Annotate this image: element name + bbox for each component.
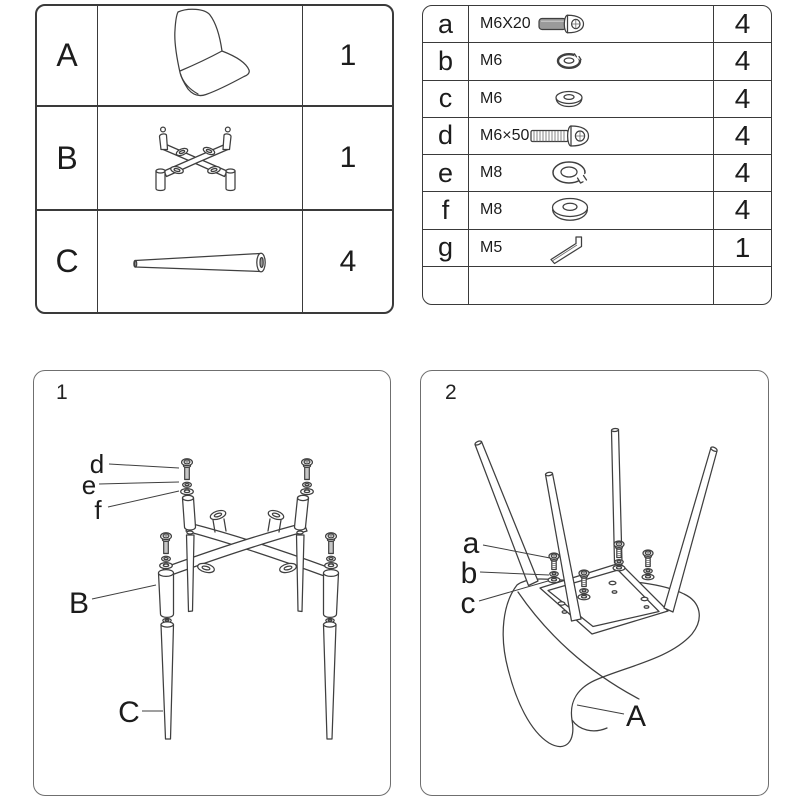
hardware-label: [423, 155, 469, 192]
callout-c: c: [460, 587, 476, 620]
hardware-qty: [714, 155, 771, 192]
hardware-label: [423, 118, 469, 155]
hardware-label: [423, 230, 469, 267]
allen-key-icon: [545, 231, 595, 265]
part-qty-text: 1: [339, 38, 357, 72]
hardware-spec-text: M5: [480, 238, 503, 256]
step-1-number: 1: [56, 381, 68, 404]
part-label: [37, 211, 98, 312]
hardware-spec-cell: [469, 43, 714, 80]
cross-base-drawing: [159, 495, 339, 739]
part-label-text: A: [56, 37, 78, 73]
part-label: [37, 107, 98, 211]
parts-table: [35, 4, 394, 314]
chair-shell-icon: [98, 8, 302, 104]
step-1-panel: [33, 370, 391, 796]
hardware-spec-cell: [469, 230, 714, 267]
hardware-qty: [714, 230, 771, 267]
part-qty-text: 1: [339, 141, 357, 174]
hardware-qty: [714, 118, 771, 155]
hardware-qty-text: 4: [734, 82, 751, 114]
callout-d: d: [89, 449, 105, 479]
part-drawing-cell: [98, 107, 303, 211]
hardware-qty-text: 4: [734, 119, 751, 151]
hardware-label-text: e: [437, 157, 454, 188]
hardware-label-text: f: [441, 194, 450, 225]
hardware-spec-text: M6×50: [480, 126, 530, 144]
hardware-label: [423, 81, 469, 118]
hardware-label: [423, 192, 469, 229]
short-bolt-icon: [537, 7, 601, 41]
spring-washer-icon: [547, 156, 591, 190]
hardware-label-text: d: [437, 120, 454, 151]
hardware-label: [423, 43, 469, 80]
hardware-spec-text: M6X20: [480, 15, 531, 33]
hardware-qty-text: 4: [734, 194, 751, 226]
hardware-label-text: c: [438, 83, 453, 114]
part-drawing-cell: [98, 211, 303, 312]
hardware-qty-text: 4: [734, 45, 751, 77]
part-label-text: B: [56, 139, 78, 176]
hardware-table: [422, 5, 772, 305]
part-qty: [303, 211, 393, 312]
callout-A: A: [625, 700, 647, 733]
part-drawing-cell: [98, 6, 303, 107]
hardware-spec-text: M8: [480, 164, 503, 182]
hardware-label: [423, 267, 469, 304]
callout-f: f: [94, 495, 102, 525]
hardware-qty: [714, 43, 771, 80]
step-2-diagram: [421, 371, 768, 795]
hardware-spec-cell: [469, 81, 714, 118]
hardware-spec-text: M6: [480, 89, 503, 107]
hardware-label-text: b: [437, 45, 454, 76]
step-2-panel: [420, 370, 769, 796]
hardware-label-text: g: [437, 232, 454, 263]
hardware-spec-cell: [469, 118, 714, 155]
hardware-spec-cell: [469, 6, 714, 43]
chair-leg-icon: [98, 212, 302, 311]
part-label-text: C: [55, 243, 79, 279]
hardware-label-text: a: [437, 8, 454, 39]
hardware-qty: [714, 6, 771, 43]
hardware-spec-cell: [469, 155, 714, 192]
part-qty: [303, 6, 393, 107]
hardware-qty: [714, 192, 771, 229]
part-qty-text: 4: [339, 244, 357, 278]
callout-C: C: [118, 696, 140, 729]
callout-B: B: [68, 587, 90, 620]
long-bolt-icon: [529, 119, 607, 153]
step-1-diagram: [34, 371, 390, 795]
hardware-qty: [714, 267, 771, 304]
hardware-spec-cell: [469, 192, 714, 229]
callout-b: b: [460, 557, 478, 590]
hardware-qty-text: 4: [734, 8, 751, 40]
cross-base-icon: [98, 107, 302, 209]
callout-a: a: [462, 527, 480, 560]
callout-e: e: [81, 470, 97, 500]
step-2-number: 2: [445, 381, 457, 404]
hardware-qty-text: 1: [734, 231, 751, 263]
flat-washer-icon: [547, 193, 593, 227]
part-label: [37, 6, 98, 107]
part-qty: [303, 107, 393, 211]
hardware-spec-text: M6: [480, 52, 503, 70]
small-spring-washer-icon: [554, 49, 584, 73]
hardware-qty-text: 4: [734, 157, 751, 189]
hardware-spec-text: M8: [480, 201, 503, 219]
hardware-spec-cell: [469, 267, 714, 304]
hardware-qty: [714, 81, 771, 118]
small-flat-washer-icon: [553, 87, 585, 111]
hardware-label: [423, 6, 469, 43]
